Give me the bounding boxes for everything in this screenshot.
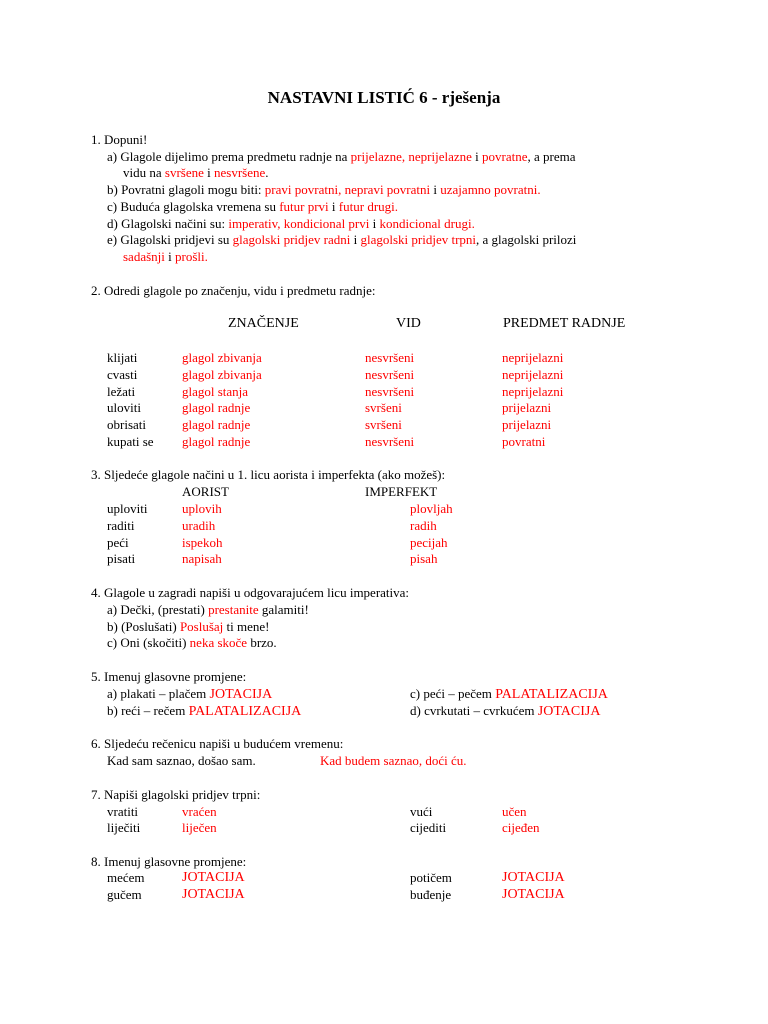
question-number: 4. [91,585,101,600]
column-header: ZNAČENJE [228,316,299,331]
question-heading: Imenuj glasovne promjene: [104,854,247,869]
item-1e: e) Glagolski pridjevi su glagolski pridjev radni i glagolski pridjev trpni, a glagolski prilozi [107,232,577,247]
answer: prestanite [208,602,259,617]
answer: povratne [482,149,528,164]
item-1a: a) Glagole dijelimo prema predmetu radnje na prijelazne, neprijelazne i povratne, a prema [107,149,576,164]
answer: PALATALIZACIJA [188,704,302,719]
answer: sadašnji [123,249,165,264]
answer: kondicional drugi [379,216,472,231]
column-header: PREDMET RADNJE [503,316,626,331]
question-number: 6. [91,736,101,751]
answer: glagolski pridjev radni [232,232,351,247]
item-5c: c) peći – pečem PALATALIZACIJA [410,686,608,702]
item-4b: b) (Poslušati) Poslušaj ti mene! [107,619,270,634]
question-number: 3. [91,467,101,482]
item-4c: c) Oni (skočiti) neka skoče brzo. [107,635,277,650]
answer: glagolski pridjev trpni [360,232,477,247]
question-heading: Sljedeće glagole načini u 1. licu aorista i imperfekta (ako možeš): [104,467,446,482]
answer: pravi povratni, nepravi povratni [264,182,431,197]
question-heading: Dopuni! [104,132,148,147]
answer: JOTACIJA [209,687,273,702]
answer: futur drugi [338,199,395,214]
item-1d: d) Glagolski načini su: imperativ, kondicional prvi i kondicional drugi. [107,216,475,231]
answer: neka skoče [189,635,248,650]
item-5b: b) reći – rečem PALATALIZACIJA [107,703,302,719]
answer: Poslušaj [179,619,224,634]
column-header: VID [396,316,421,331]
column-header: IMPERFEKT [365,484,438,499]
question-number: 8. [91,854,101,869]
question-number: 5. [91,669,101,684]
item-1e-cont: sadašnji i prošli. [123,249,208,264]
item-4a: a) Dečki, (prestati) prestanite galamiti! [107,602,309,617]
item-5a: a) plakati – plačem JOTACIJA [107,686,273,702]
answer: svršene [164,165,204,180]
question-number: 1. [91,132,101,147]
answer: PALATALIZACIJA [495,687,608,702]
answer: prijelazne, neprijelazne [350,149,472,164]
question-heading: Sljedeću rečenicu napiši u budućem vremenu: [104,736,344,751]
answer: Kad budem saznao, doći ću. [320,753,467,768]
answer: futur prvi [279,199,329,214]
answer: uzajamno povratni [440,182,538,197]
item-1a-cont: vidu na svršene i nesvršene. [123,165,269,180]
question-number: 2. [91,283,101,298]
answer: imperativ, kondicional prvi [228,216,370,231]
question-heading: Napiši glagolski pridjev trpni: [104,787,261,802]
answer: JOTACIJA [537,704,601,719]
question-number: 7. [91,787,101,802]
answer: nesvršene [214,165,266,180]
question-heading: Imenuj glasovne promjene: [104,669,247,684]
item-1b: b) Povratni glagoli mogu biti: pravi povratni, nepravi povratni i uzajamno povratni. [107,182,541,197]
item-1c: c) Buduća glagolska vremena su futur prvi i futur drugi. [107,199,399,214]
question-heading: Glagole u zagradi napiši u odgovarajućem licu imperativa: [104,585,410,600]
answer: prošli [175,249,205,264]
question-heading: Odredi glagole po značenju, vidu i predmetu radnje: [104,283,376,298]
page-title: NASTAVNI LISTIĆ 6 - rješenja [267,88,501,107]
sentence: Kad sam saznao, došao sam. [107,753,256,768]
item-5d: d) cvrkutati – cvrkućem JOTACIJA [410,703,601,719]
column-header: AORIST [182,484,229,499]
